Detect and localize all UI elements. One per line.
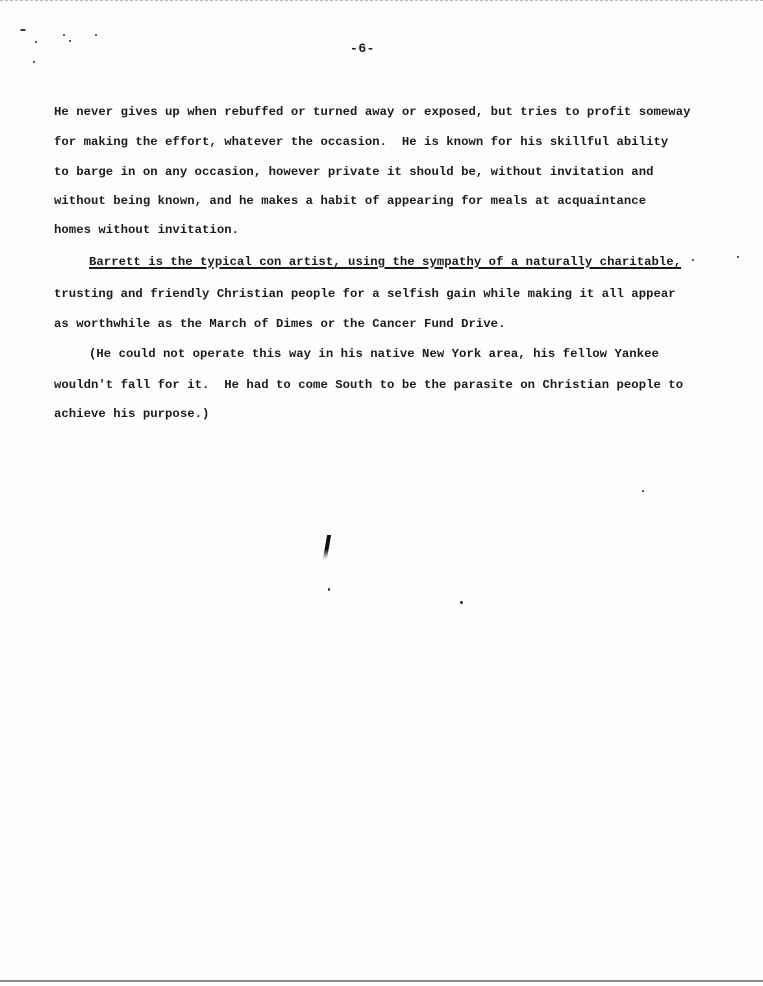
page-bottom-edge	[0, 980, 763, 982]
page-top-edge	[0, 0, 763, 1]
page-number: -6-	[350, 41, 375, 56]
body-line: achieve his purpose.)	[54, 407, 210, 421]
scan-speck	[328, 588, 330, 591]
scan-speck	[737, 256, 739, 258]
scan-speck	[460, 601, 463, 604]
body-line: homes without invitation.	[54, 223, 240, 237]
scan-speck	[692, 259, 694, 261]
body-line: to barge in on any occasion, however private it should be, without invitation and	[54, 165, 654, 179]
body-line: trusting and friendly Christian people for a selfish gain while making it all appear	[54, 287, 676, 301]
scan-speck	[642, 490, 644, 492]
body-line: as worthwhile as the March of Dimes or the Cancer Fund Drive.	[54, 317, 506, 331]
body-line: He never gives up when rebuffed or turned away or exposed, but tries to profit someway	[54, 105, 691, 119]
body-line: for making the effort, whatever the occasion. He is known for his skillful ability	[54, 135, 669, 149]
scan-speck	[33, 61, 35, 63]
body-line: wouldn't fall for it. He had to come South to be the parasite on Christian people to	[54, 378, 684, 392]
body-line: (He could not operate this way in his native New York area, his fellow Yankee	[89, 347, 659, 361]
body-line: without being known, and he makes a habit of appearing for meals at acquaintance	[54, 194, 647, 208]
scan-speck	[63, 34, 65, 36]
scan-speck	[20, 29, 26, 31]
scan-speck	[95, 34, 97, 36]
underlined-body-line: Barrett is the typical con artist, using the sympathy of a naturally charitable,	[89, 255, 682, 269]
pen-mark	[323, 535, 331, 559]
